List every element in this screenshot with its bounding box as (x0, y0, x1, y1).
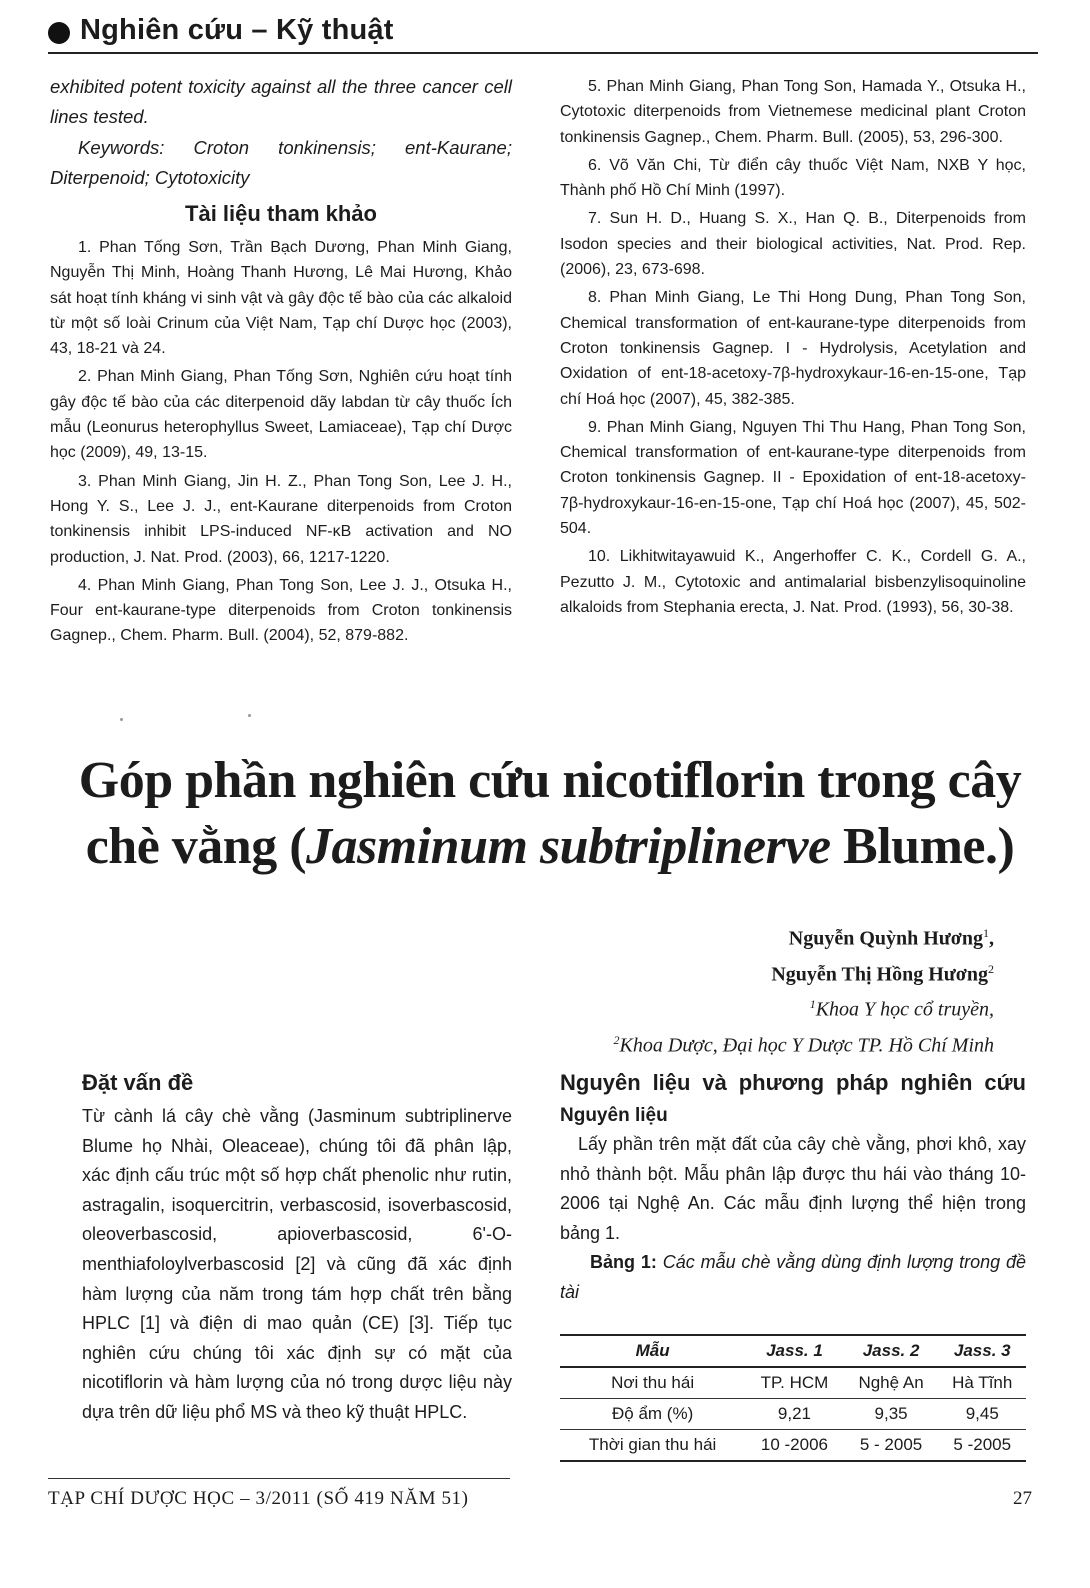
table-cell: Hà Tĩnh (939, 1367, 1027, 1399)
author-sup: 2 (988, 961, 994, 976)
scan-specks (120, 714, 260, 724)
section-header (48, 10, 1038, 54)
article-title (60, 748, 1040, 880)
journal-footer: TẠP CHÍ DƯỢC HỌC – 3/2011 (SỐ 419 NĂM 51) (48, 1488, 469, 1509)
table-cell: 9,45 (939, 1399, 1027, 1430)
affil-text: Khoa Dược, Đại học Y Dược TP. Hồ Chí Minh (619, 1034, 994, 1057)
table-caption (560, 1248, 1026, 1307)
affiliation-1 (614, 989, 994, 1025)
reference-item: 4. Phan Minh Giang, Phan Tong Son, Lee J. J., Otsuka H., Four ent-kaurane-type diterpenoids from Croton tonkinensis Gagnep., Chem. Pharm. Bull. (2004), 52, 879-882. (50, 576, 512, 645)
table-caption-text: Các mẫu chè vằng dùng định lượng trong đề tài (560, 1252, 1026, 1302)
author-line-1 (614, 918, 994, 954)
top-right-column (560, 74, 1026, 623)
affil-sup: 2 (613, 1032, 620, 1047)
affil-text: Khoa Y học cổ truyền, (815, 998, 994, 1021)
materials-subheading: Nguyên liệu (560, 1105, 668, 1126)
author-name: Nguyễn Thị Hồng Hương (771, 963, 988, 986)
table-cell: 5 -2005 (939, 1430, 1027, 1462)
intro-heading: Đặt vấn đề (82, 1070, 194, 1095)
title-species: Jasminum subtriplinerve (306, 818, 831, 875)
affil-sup: 1 (809, 997, 816, 1012)
bullet-icon (48, 22, 70, 44)
table-header-cell: Mẫu (560, 1335, 745, 1367)
authors-block (614, 918, 994, 1061)
table-header-cell: Jass. 2 (844, 1335, 939, 1367)
table-row (560, 1430, 1026, 1462)
header-rule (48, 52, 1038, 54)
section-title: Nghiên cứu – Kỹ thuật (80, 14, 394, 46)
abstract-tail: exhibited potent toxicity against all the three cancer cell lines tested. (50, 76, 512, 127)
reference-item: 1. Phan Tống Sơn, Trần Bạch Dương, Phan Minh Giang, Nguyễn Thị Minh, Hoàng Thanh Hương, Lê Mai Hương, Khảo sát hoạt tính kháng vi sinh vật và gây độc tế bào của các alkaloid từ một số loài Crinum của Việt Nam, Tạp chí Dược học (2003), 43, 18-21 và 24. (50, 239, 512, 358)
title-text-end: Blume.) (830, 818, 1015, 875)
table-row (560, 1399, 1026, 1430)
footer-rule (48, 1478, 510, 1479)
reference-item: 7. Sun H. D., Huang S. X., Han Q. B., Diterpenoids from Isodon species and their biological activities, Nat. Prod. Rep. (2006), 23, 673-698. (560, 210, 1026, 279)
keywords: Keywords: Croton tonkinensis; ent-Kaurane; Diterpenoid; Cytotoxicity (50, 137, 512, 188)
table-cell: TP. HCM (745, 1367, 843, 1399)
reference-item: 2. Phan Minh Giang, Phan Tống Sơn, Nghiên cứu hoạt tính gây độc tế bào của các diterpenoid dãy labdan từ cây thuốc Ích mẫu (Leonurus heterophyllus Sweet, Lamiaceae), Tạp chí Dược học (2009), 49, 13-15. (50, 368, 512, 462)
samples-table (560, 1334, 1026, 1462)
top-left-column (50, 72, 512, 652)
author-line-2 (614, 954, 994, 990)
table-header-row (560, 1335, 1026, 1367)
reference-item: 5. Phan Minh Giang, Phan Tong Son, Hamada Y., Otsuka H., Cytotoxic diterpenoids from Vietnemese medicinal plant Croton tonkinensis Gagnep., Chem. Pharm. Bull. (2005), 53, 296-300. (560, 78, 1026, 146)
author-sup: 1 (983, 926, 989, 940)
table-cell: Nơi thu hái (560, 1367, 745, 1399)
reference-item: 9. Phan Minh Giang, Nguyen Thi Thu Hang, Phan Tong Son, Chemical transformation of ent-kaurane-type diterpenoids from Croton tonkinensis Gagnep. II - Epoxidation of ent-18-acetoxy-7β-hydroxykaur-16-en-15-one, Tạp chí Hoá học (2007), 45, 502-504. (560, 418, 1026, 538)
table-cell: 5 - 2005 (844, 1430, 939, 1462)
table-cell: Nghệ An (844, 1367, 939, 1399)
reference-item: 6. Võ Văn Chi, Từ điển cây thuốc Việt Nam, NXB Y học, Thành phố Hồ Chí Minh (1997). (560, 156, 1026, 200)
author-name: Nguyễn Quỳnh Hương (788, 927, 983, 950)
methods-column (560, 1068, 1026, 1308)
reference-item: 3. Phan Minh Giang, Jin H. Z., Phan Tong Son, Lee J. H., Hong Y. S., Lee J. J., ent-Kaurane diterpenoids from Croton tonkinensis inhibit LPS-induced NF-κB activation and NO production, J. Nat. Prod. (2003), 66, 1217-1220. (50, 472, 512, 566)
title-text: Góp phần nghiên cứu nicotiflorin trong cây chè vằng ( (78, 752, 1022, 875)
references-heading: Tài liệu tham khảo (185, 201, 377, 226)
table-cell: Thời gian thu hái (560, 1430, 745, 1462)
table-cell: 9,35 (844, 1399, 939, 1430)
affiliation-2 (614, 1025, 994, 1061)
reference-item: 8. Phan Minh Giang, Le Thi Hong Dung, Phan Tong Son, Chemical transformation of ent-kaurane-type diterpenoids from Croton tonkinensis Gagnep. I - Hydrolysis, Acetylation and Oxidation of ent-18-acetoxy-7β-hydroxykaur-16-en-15-one, Tạp chí Hoá học (2007), 45, 382-385. (560, 289, 1026, 408)
table-header-cell: Jass. 1 (745, 1335, 843, 1367)
table-cell: 9,21 (745, 1399, 843, 1430)
page-number: 27 (1013, 1488, 1032, 1509)
methods-heading: Nguyên liệu và phương pháp nghiên cứu (560, 1070, 1026, 1095)
table-header-cell: Jass. 3 (939, 1335, 1027, 1367)
intro-column (82, 1068, 512, 1428)
table-row (560, 1367, 1026, 1399)
table-cell: 10 -2006 (745, 1430, 843, 1462)
materials-body: Lấy phần trên mặt đất của cây chè vằng, phơi khô, xay nhỏ thành bột. Mẫu phân lập được thu hái vào tháng 10-2006 tại Nghệ An. Các mẫu định lượng thể hiện trong bảng 1. (560, 1134, 1026, 1243)
table-cell: Độ ẩm (%) (560, 1399, 745, 1430)
reference-item: 10. Likhitwitayawuid K., Angerhoffer C. K., Cordell G. A., Pezutto J. M., Cytotoxic and antimalarial bisbenzylisoquinoline alkaloids from Stephania erecta, J. Nat. Prod. (1993), 56, 30-38. (560, 548, 1026, 616)
author-separator: , (989, 927, 994, 950)
intro-body: Từ cành lá cây chè vằng (Jasminum subtriplinerve Blume họ Nhài, Oleaceae), chúng tôi đã phân lập, xác định cấu trúc một số hợp chất phenolic như rutin, astragalin, isoquercitrin, verbascosid, isoverbascosid, oleoverbascosid, apioverbascosid, 6'-O-menthiafoloylverbascosid [2] và cũng đã xác định hàm lượng của năm trong tám hợp chất trên bằng HPLC [1] và điện di mao quản (CE) [3]. Tiếp tục nghiên cứu chúng tôi xác định sự có mặt của nicotiflorin và hàm lượng của nó trong dược liệu này dựa trên dữ liệu phổ MS và theo kỹ thuật HPLC. (82, 1106, 512, 1422)
table-label: Bảng 1: (590, 1252, 657, 1273)
